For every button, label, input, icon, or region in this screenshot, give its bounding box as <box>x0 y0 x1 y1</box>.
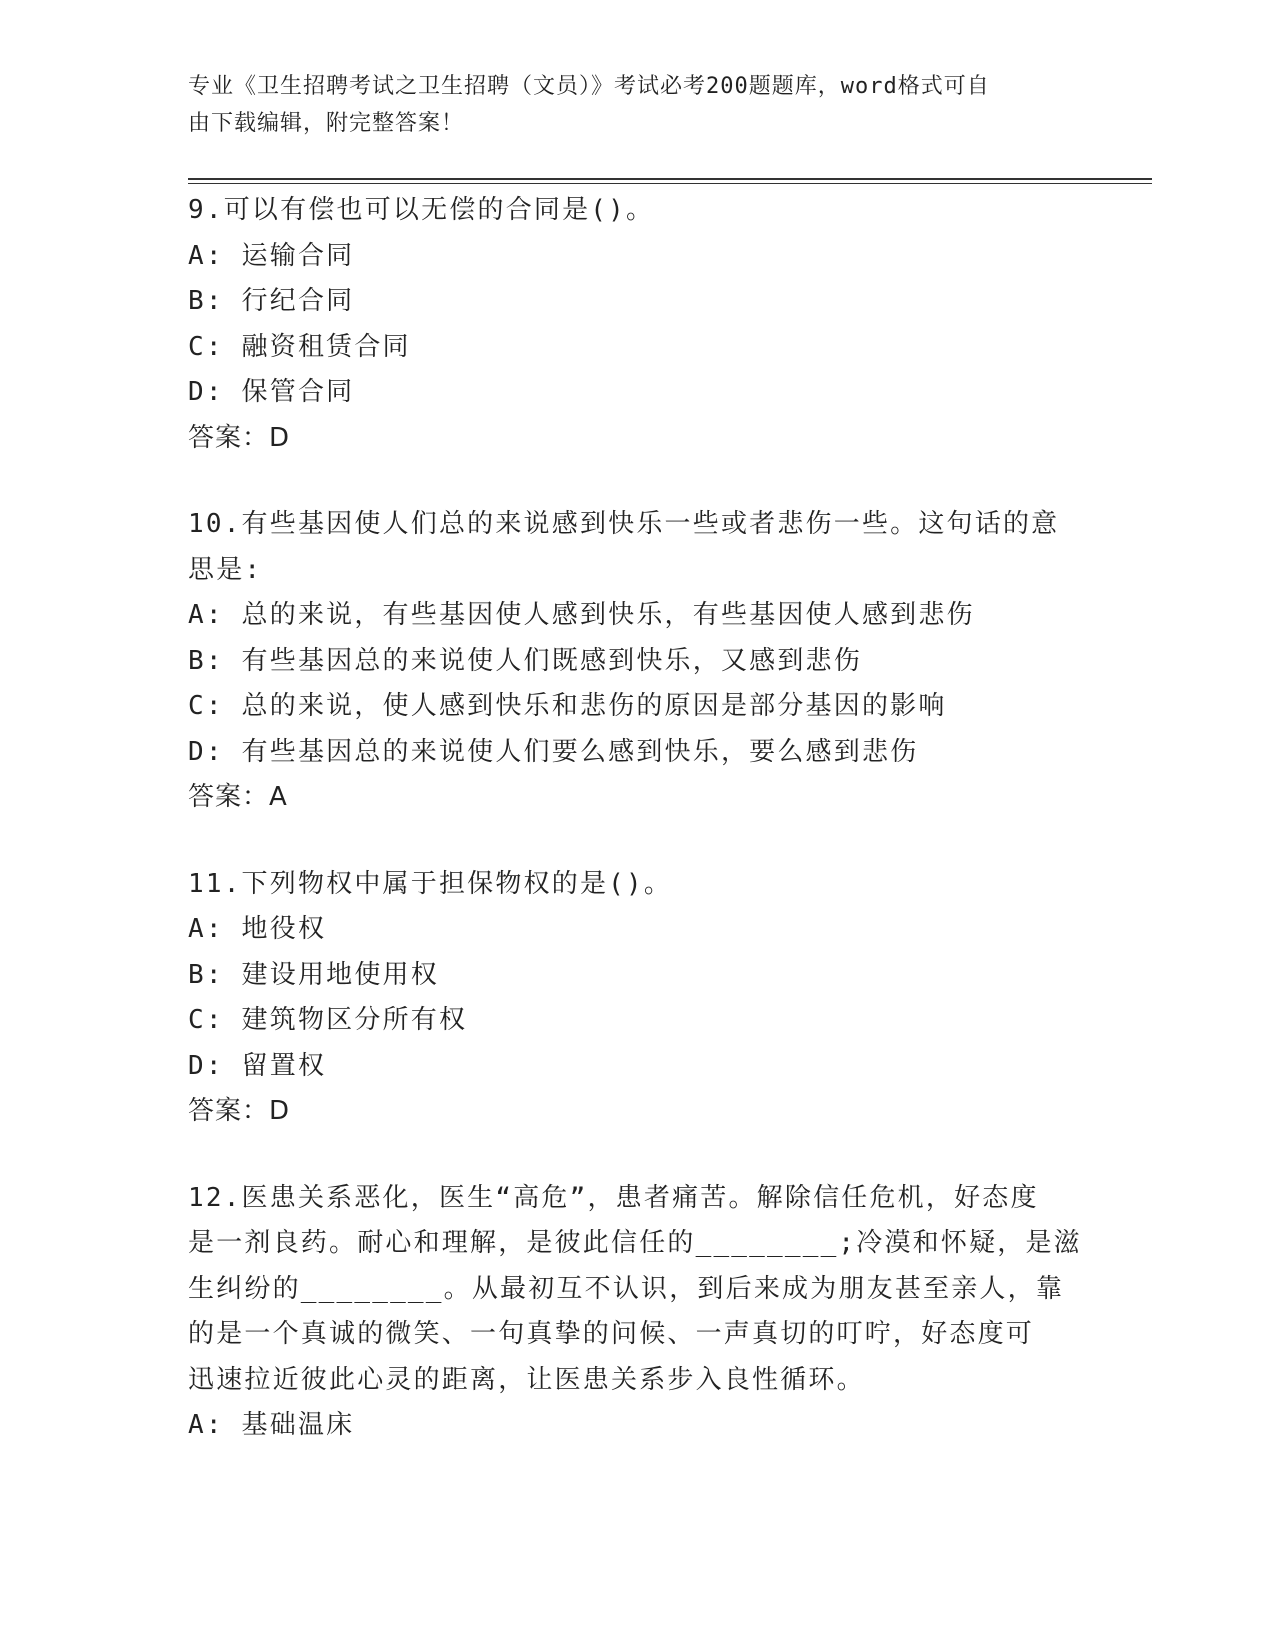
question-10 <box>188 502 1088 821</box>
header-line-1: 专业《卫生招聘考试之卫生招聘（文员）》考试必考200题题库，word格式可自 <box>188 74 990 99</box>
option-c: C: 建筑物区分所有权 <box>188 1005 468 1035</box>
option-c: C: 总的来说，使人感到快乐和悲伤的原因是部分基因的影响 <box>188 691 947 721</box>
option-a: A: 总的来说，有些基因使人感到快乐，有些基因使人感到悲伤 <box>188 600 975 630</box>
option-b: B: 建设用地使用权 <box>188 959 439 990</box>
option-b: B: 有些基因总的来说使人们既感到快乐，又感到悲伤 <box>188 645 862 676</box>
document-header <box>188 68 1068 142</box>
question-stem-cont: 生纠纷的________。从最初互不认识，到后来成为朋友甚至亲人，靠 <box>188 1273 1065 1304</box>
question-9 <box>188 188 1088 461</box>
question-stem: 10.有些基因使人们总的来说感到快乐一些或者悲伤一些。这句话的意 <box>188 509 1060 539</box>
header-line-2: 由下载编辑，附完整答案！ <box>188 111 465 136</box>
question-stem: 11.下列物权中属于担保物权的是()。 <box>188 868 673 899</box>
option-b: B: 行纪合同 <box>188 286 355 316</box>
answer-label: 答案：D <box>188 422 291 453</box>
option-d: D: 保管合同 <box>188 377 355 407</box>
question-stem-cont: 思是: <box>188 554 263 585</box>
option-a: A: 地役权 <box>188 914 327 944</box>
option-a: A: 基础温床 <box>188 1410 355 1440</box>
header-divider <box>188 178 1152 184</box>
answer-label: 答案：D <box>188 1096 291 1126</box>
question-stem-cont: 的是一个真诚的微笑、一句真挚的问候、一声真切的叮咛，好态度可 <box>188 1319 1035 1349</box>
question-list <box>188 188 1088 1490</box>
option-a: A: 运输合同 <box>188 240 355 271</box>
question-stem-cont: 迅速拉近彼此心灵的距离，让医患关系步入良性循环。 <box>188 1364 865 1395</box>
option-d: D: 留置权 <box>188 1050 327 1081</box>
question-stem: 9.可以有偿也可以无偿的合同是()。 <box>188 195 655 225</box>
answer-label: 答案：A <box>188 782 288 812</box>
option-d: D: 有些基因总的来说使人们要么感到快乐，要么感到悲伤 <box>188 736 919 767</box>
question-stem-cont: 是一剂良药。耐心和理解，是彼此信任的________;冷漠和怀疑，是滋 <box>188 1228 1082 1258</box>
question-12 <box>188 1176 1088 1449</box>
question-stem: 12.医患关系恶化，医生“高危”，患者痛苦。解除信任危机，好态度 <box>188 1182 1039 1213</box>
option-c: C: 融资租赁合同 <box>188 331 411 362</box>
question-11 <box>188 862 1088 1135</box>
